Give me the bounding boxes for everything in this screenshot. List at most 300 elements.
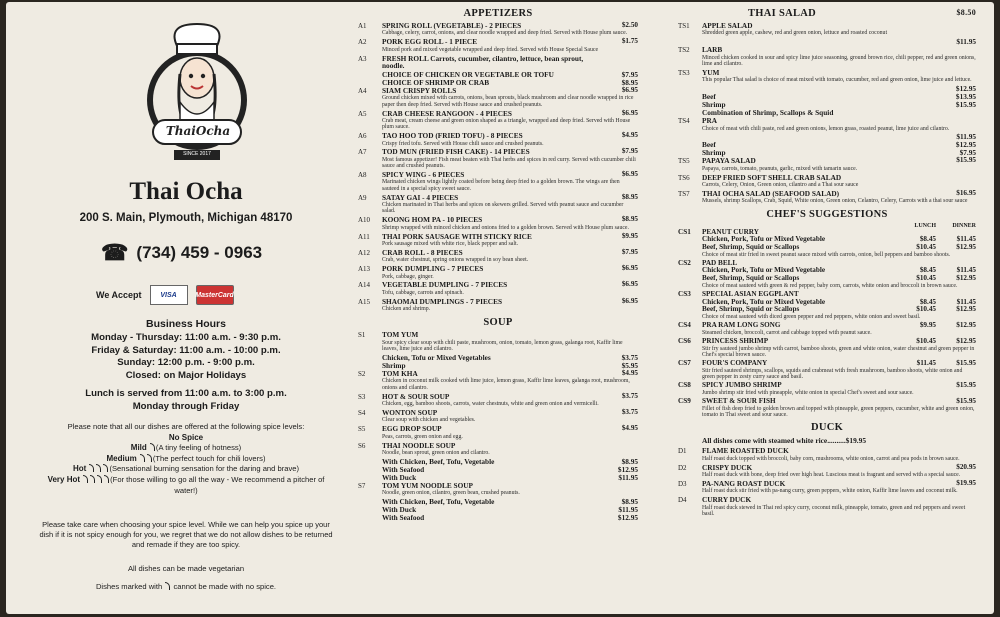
item-desc-row [678,314,976,320]
item-desc: Stir fried sauteed shrimps, scallops, squids and crabmeat with fresh mushroom, bamboo shoots, white onion and green pepper in zesty curry sauce and basil. [702,367,963,380]
item-name: TOM YUM NOODLE SOUP [382,480,474,490]
item-code: S5 [358,425,366,434]
item-desc: Half roast duck topped with broccoli, baby corn, mushrooms, white onion, carrot and pea pods in brown sauce. [702,455,960,462]
option-price: $12.95 [955,140,976,150]
option-name: With Duck [382,472,417,482]
item-desc: Crab meat, cream cheese and green onion shaped as a triangle, wrapped and deep fried. Served with House plum sauce. [382,118,631,131]
option-name: Beef, Shrimp, Squid or Scallops [702,242,800,251]
restaurant-phone [101,240,262,266]
item-option [678,109,976,117]
item-code: A9 [358,193,367,202]
menu-item [678,464,976,479]
pepper-icon [147,454,152,462]
item-desc: Chicken marinated in Thai herbs and spices on skewers grilled. Served with peanut sauce and cucumber salad. [382,202,624,215]
visa-logo: VISA [150,285,188,305]
item-price: $3.75 [621,407,638,416]
item-desc: Jumbo shrimp stir fried with pineapple, white onion in special Chef's sweet and sour sauce. [702,389,914,396]
salad-chef-duck-column [678,6,976,519]
pepper-icon [83,475,88,483]
menu-item [358,38,638,53]
option-price: $12.95 [617,513,638,523]
spice-level-name: Mild [130,443,147,453]
item-code: D4 [678,496,687,505]
pepper-icon [97,475,102,483]
spice-level-desc: (The perfect touch for chili lovers) [152,453,266,463]
menu-item [358,171,638,192]
item-price [932,174,976,182]
menu-item [358,393,638,408]
item-desc: Choice of meat sauteed with diced green pepper and red peppers, white onion and sweet basil. [702,313,921,320]
item-code: S6 [358,441,366,450]
menu-item [358,194,638,215]
menu-item [358,482,638,497]
restaurant-logo [144,16,250,164]
item-price: $1.75 [621,37,638,46]
option-price: $7.95 [959,148,976,158]
menu-item [678,22,976,37]
item-code: A7 [358,148,367,157]
menu-item [678,322,976,330]
item-dinner-price: $12.95 [956,336,976,345]
menu-sheet [6,2,994,614]
option-dinner-price: $12.95 [956,274,976,283]
item-desc: Carrots, Celery, Onion, Green onion, cilantro and a Thai sour sauce [702,182,859,189]
item-desc-row [678,406,976,419]
restaurant-address: 200 S. Main, Plymouth, Michigan 48170 [79,212,293,224]
mastercard-logo: MasterCard [196,285,234,305]
item-name: FOUR'S COMPANY [702,359,768,368]
item-code: A10 [358,216,371,225]
item-price: $4.95 [621,424,638,433]
menu-item [678,360,976,368]
item-desc: Noodle, green onion, cilantro, green bean, crushed peanuts. [382,490,520,497]
pepper-icon [90,475,95,483]
item-desc: Sour spicy clear soup with chili paste, mushroom, onion, tomato, lemon grass, galanga root, Kaffir lime leaves, lime juice and cilantro. [382,339,623,353]
option-price: $13.95 [955,92,976,102]
option-name: With Seafood [382,464,425,474]
item-name: KOONG HOM PA - 10 PIECES [382,215,483,225]
item-price: $8.95 [621,192,638,201]
option-price: $11.95 [618,505,638,515]
item-option [358,514,638,522]
pepper-icon [140,454,145,462]
item-desc: Shredded green apple, cashew, red and green onion, lettuce and roasted coconut [702,30,888,37]
vegetarian-note: All dishes can be made vegetarian [127,564,245,573]
item-desc: Minced chicken cooked in sour and spicy lime juice seasoning, ground brown rice, chili pepper, red and green onions, lime and cilantro. [702,54,976,67]
item-desc-row [678,390,976,396]
item-option [678,38,976,46]
option-name: Chicken, Pork, Tofu or Mixed Vegetable [702,235,826,244]
option-price: $3.75 [621,353,638,363]
item-desc: This popular Thai salad is choice of meat mixed with tomato, cucumber, red and green onion, lime juice and lettuce. [702,77,972,84]
duck-rice-line: All dishes come with steamed white rice..........$19.95 [702,436,867,446]
item-desc: Choice of meat sauteed with green & red pepper, baby corn, carrots, white onion and broccoli in brown sauce. [702,282,958,289]
item-name: FRESH ROLL Carrots, cucumber, cilantro, lettuce, bean sprout, noodle. [382,53,584,70]
item-desc: Choice of meat stir fried in sweet peanut sauce mixed with carrots, onion, bell peppers and bamboo shoots. [702,251,951,258]
restaurant-info-panel [26,2,333,614]
spice-level-name: Medium [106,453,137,463]
item-dinner-price: $15.95 [956,397,976,406]
item-price: $8.95 [621,78,638,87]
item-desc: Half roast duck stir fried with pa-nang curry, green peppers, white onion, Kaffir lime leaves and coconut milk. [702,488,958,495]
no-spice-note [36,582,336,591]
option-price: $8.95 [621,497,638,507]
item-name: SIAM CRISPY ROLLS [382,86,457,95]
item-desc: Clear soup with chicken and vegetables. [382,417,476,424]
item-price: $6.95 [621,296,638,305]
menu-item [358,370,638,391]
appetizer-list [358,22,638,312]
menu-item [358,265,638,280]
appetizers-soup-column [358,6,638,522]
item-desc: Chicken and shrimp. [382,306,431,313]
option-name: Chicken, Pork, Tofu or Mixed Vegetable [702,266,826,275]
option-dinner-price: $12.95 [956,305,976,314]
item-price: $20.95 [956,462,976,471]
item-name: CRAB ROLL - 8 PIECES [382,247,463,257]
hours-line: Friday & Saturday: 11:00 a.m. - 10:00 p.m. [91,344,281,356]
option-price: $8.95 [621,456,638,466]
option-name [702,133,932,141]
business-hours-title: Business Hours [146,318,226,330]
item-name: PRA [702,116,717,126]
item-code: CS3 [678,289,691,298]
item-price [932,447,976,455]
option-price: $12.95 [617,464,638,474]
item-code: CS2 [678,258,691,267]
menu-item [678,338,976,346]
option-name: With Seafood [382,513,425,523]
item-code: A5 [358,109,367,118]
duck-heading: DUCK [810,422,844,434]
menu-item [678,46,976,67]
item-price: $7.95 [621,147,638,156]
item-code: S7 [358,481,366,490]
menu-item [358,409,638,424]
item-name: FLAME ROASTED DUCK [702,446,789,456]
item-name: CURRY DUCK [702,495,752,505]
item-code: TS1 [678,22,690,30]
item-code: A13 [358,265,371,274]
item-price: $6.95 [621,86,638,94]
menu-item [358,87,638,108]
option-name: With Duck [382,505,417,515]
item-desc: Marinated chicken wings lightly coated before being deep fried to a golden brown. The wings are then sauteed in a special spicy sweet sauce. [382,179,620,192]
menu-item [678,382,976,390]
chef-heading: CHEF'S SUGGESTIONS [766,208,888,220]
item-name: SWEET & SOUR FISH [702,397,776,406]
lunch-header: LUNCH [914,222,936,229]
item-name: PEANUT CURRY [702,227,759,236]
item-lunch-price: $9.95 [919,321,936,330]
item-name: SPICY WING - 6 PIECES [382,170,465,180]
spice-level-name: Very Hot [47,474,81,484]
item-lunch-price [896,382,936,390]
no-spice-note-a: Dishes marked with [95,582,163,591]
item-desc-row [678,368,976,381]
item-desc: Mussels, shrimp Scallops, Crab, Squid, White onion, Green onion, Celantro, Celery, Carrots with a thai sour sauce [702,198,968,205]
menu-item [678,117,976,132]
phone-number: (734) 459 - 0963 [136,243,263,262]
item-code [358,71,382,79]
item-name: SPRING ROLL (VEGETABLE) - 2 PIECES [382,21,522,30]
item-name: CRISPY DUCK [702,462,753,472]
spice-level-desc: (For those willing to go all the way - We recommend a pitcher of water!) [110,474,325,495]
item-code: S4 [358,408,366,417]
item-code: S2 [358,370,366,379]
hours-line: Closed: on Major Holidays [125,370,247,382]
item-desc: Half roast duck with bone, deep fried over high heat. Luscious meat is fragrant and served with a special sauce. [702,472,961,479]
option-name: Shrimp [382,361,406,371]
option-name: Beef, Shrimp, Squid or Scallops [702,274,800,283]
pepper-icon [104,475,109,483]
option-lunch-price: $8.45 [919,266,936,275]
menu-item [358,148,638,169]
item-name: SPECIAL ASIAN EGGPLANT [702,289,799,298]
logo-since: SINCE 2017 [183,151,211,157]
item-price: $7.95 [621,70,638,79]
item-option [678,244,976,252]
item-name: PRINCESS SHRIMP [702,336,769,345]
option-lunch-price: $10.45 [916,274,936,283]
item-desc: Papaya, carrots, tomato, peanuts, garlic, mixed with tamarin sauce. [702,165,858,172]
item-price: $6.95 [621,264,638,273]
option-name: Shrimp [702,100,726,110]
option-name: Chicken, Tofu or Mixed Vegetables [382,353,491,363]
dinner-header: DINNER [952,222,976,229]
item-desc: Crispy fried tofu. Served with House chili sauce and crushed peanuts. [382,140,544,147]
option-name [702,85,932,93]
item-name: THAI PORK SAUSAGE WITH STICKY RICE [382,231,532,241]
option-price: $12.95 [955,84,976,94]
item-name: PORK DUMPLING - 7 PIECES [382,264,484,274]
menu-item [678,174,976,189]
restaurant-name: Thai Ocha [129,178,243,205]
item-name: TAO HOO TOD (FRIED TOFU) - 8 PIECES [382,131,523,141]
item-dinner-price: $15.95 [956,359,976,368]
item-code: CS9 [678,397,691,406]
item-code: CS6 [678,336,691,345]
payment-methods [96,285,234,305]
menu-item [358,132,638,147]
item-desc-row [678,252,976,258]
item-name: TOD MUN (FRIED FISH CAKE) - 14 PIECES [382,147,530,157]
lunch-line: Monday through Friday [132,400,240,412]
item-name: LARB [702,45,723,55]
appetizers-heading: APPETIZERS [463,8,533,19]
spice-levels [36,422,336,496]
item-code: A8 [358,171,367,180]
item-name: THAI NOODLE SOUP [382,440,456,450]
item-code: TS6 [678,173,690,182]
menu-item [358,55,638,70]
item-price: $4.95 [621,369,638,378]
item-desc-row [678,346,976,359]
menu-item [678,157,976,172]
item-lunch-price: $11.45 [916,359,936,368]
item-price [932,496,976,504]
menu-item [678,480,976,495]
item-code: TS3 [678,68,690,77]
pepper-icon [103,464,108,472]
pepper-icon [89,464,94,472]
item-price: $19.95 [956,478,976,487]
spice-level-name: Hot [73,464,87,474]
item-code: A15 [358,297,371,306]
item-price: $6.95 [621,108,638,117]
option-price: $15.95 [955,100,976,110]
option-name: Combination of Shrimp, Scallops & Squid [702,108,834,118]
duck-list [678,447,976,517]
item-name: TOM KHA [382,369,418,379]
option-price: $11.95 [618,472,638,482]
soup-heading: SOUP [483,317,513,329]
item-code: A12 [358,248,371,257]
item-code: CS8 [678,381,691,390]
item-desc: Tofu, cabbage, carrots and spinach. [382,289,464,296]
menu-item [678,496,976,517]
item-desc: Steamed chicken, broccoli, carrot and cabbage topped with peanut sauce. [702,329,872,336]
item-price [594,55,638,70]
item-price: $3.75 [621,391,638,400]
item-price: $15.95 [956,156,976,165]
no-spice-note-b: cannot be made with no spice. [173,582,277,591]
item-lunch-price: $10.45 [916,336,936,345]
item-desc: Most famous appetizer! Fish meat beaten with Thai herbs and spices in red curry. Served with cucumber chili sauce and crushed peanuts. [382,156,636,170]
item-desc: Cabbage, celery, carrot, onions, and clear noodle wrapped and deep fried. Served with House plum sauce. [382,30,628,37]
item-name: YUM [702,67,720,77]
menu-item [358,22,638,37]
business-hours [36,318,336,383]
item-option [678,306,976,314]
item-code: TS5 [678,157,690,166]
item-code: A6 [358,132,367,141]
option-lunch-price: $8.45 [919,235,936,244]
menu-item [678,398,976,406]
option-lunch-price: $8.45 [919,297,936,306]
item-desc: Minced pork and mixed vegetable wrapped and deep fried. Served with House Special Sauce [382,46,599,53]
item-desc-row [678,283,976,289]
item-desc: Noodle, bean sprout, green onion and cilantro. [382,449,490,456]
item-name: HOT & SOUR SOUP [382,391,450,401]
item-desc: Chicken, egg, bamboo shoots, carrots, water chestnuts, white and green onion and vermicelli. [382,401,599,408]
item-option [678,85,976,93]
telephone-icon: ☎ [101,240,129,265]
item-code: S1 [358,331,366,340]
item-code: TS7 [678,190,690,199]
spice-note: Please take care when choosing your spice level. While we can help you spice up your dish if it is not spicy enough for you, we regret that we do not allow dishes to be returned and remade if they are too spicy. [39,520,333,549]
option-dinner-price: $12.95 [956,242,976,251]
spice-intro: Please note that all our dishes are offered at the following spice levels: [67,422,305,431]
option-name: Beef [702,140,716,150]
item-code: A11 [358,232,370,241]
option-dinner-price: $11.45 [956,297,976,306]
item-price: $9.95 [621,231,638,240]
item-code: D1 [678,447,687,456]
salad-heading-price: $8.50 [956,8,976,17]
item-price: $8.95 [621,215,638,224]
option-name: Beef, Shrimp, Squid or Scallops [702,305,800,314]
option-name: Chicken, Pork, Tofu or Mixed Vegetable [702,297,826,306]
menu-item [358,249,638,264]
menu-item [358,110,638,131]
item-code: A3 [358,54,367,63]
item-name: PAD BELL [702,258,738,267]
item-name: DEEP FRIED SOFT SHELL CRAB SALAD [702,172,842,182]
menu-item [358,233,638,248]
item-desc-row [678,330,976,336]
item-price: $4.95 [621,131,638,140]
item-code: CS4 [678,321,691,330]
pepper-icon [165,582,170,590]
item-name: SATAY GAI - 4 PIECES [382,192,459,202]
item-desc: Pork, cabbage, ginger. [382,273,434,280]
item-name: EGG DROP SOUP [382,424,442,434]
item-desc: Ground chicken mixed with carrots, onions, bean sprouts, black mushroom and clear noodle wrapped in rice paper then deep fried. Served with House sauce and crushed peanuts. [382,95,634,108]
item-name: PORK EGG ROLL - 1 PIECE [382,37,478,47]
item-desc: Shrimp wrapped with minced chicken and onions fried to a golden brown. Served with House plum sauce. [382,224,629,231]
menu-item [358,331,638,352]
item-option [678,275,976,283]
item-desc: Fillet of fish deep fried to golden brown and topped with pineapple, green peppers, cucumber, white and green onion, tomato in Thai sweet and sour sauce. [702,405,975,419]
option-name: Beef [702,92,716,102]
item-code: A14 [358,281,371,290]
spice-level-desc: (A tiny feeling of hotness) [155,443,242,453]
item-code: S3 [358,392,366,401]
item-price: $6.95 [621,280,638,289]
menu-item [678,447,976,462]
item-name: THAI OCHA SALAD (SEAFOOD SALAD) [702,189,840,199]
item-desc: Chicken in coconut milk cooked with lime juice, lemon grass, Kaffir lime leaves, galanga root, mushroom, onions and cilantro. [382,378,630,391]
salad-heading: THAI SALAD [748,8,817,19]
item-desc: Peas, carrots, green onion and egg. [382,433,463,440]
item-code [358,79,382,87]
option-name: Shrimp [702,148,726,158]
menu-item [358,298,638,313]
item-code: D3 [678,479,687,488]
item-code: CS7 [678,359,691,368]
item-desc: Pork sausage mixed with white rice, black pepper and salt. [382,240,519,247]
item-code: D2 [678,463,687,472]
item-desc: Crab, water chestnut, spring onions wrapped in soy bean sheet. [382,257,529,264]
lunch-line: Lunch is served from 11:00 a.m. to 3:00 p.m. [85,388,287,399]
lunch-hours [36,388,336,414]
menu-item [358,425,638,440]
item-name: TOM YUM [382,330,419,340]
item-name: CHOICE OF CHICKEN OR VEGETABLE OR TOFU [382,70,554,79]
item-name: CHOICE OF SHRIMP OR CRAB [382,78,490,87]
menu-item [678,190,976,205]
menu-item [678,69,976,84]
item-name: SHAOMAI DUMPLINGS - 7 PIECES [382,296,503,306]
item-dinner-price: $15.95 [956,381,976,390]
salad-heading-row [678,8,976,19]
option-dinner-price: $11.45 [956,235,976,244]
menu-item [358,442,638,457]
item-name: PA-NANG ROAST DUCK [702,478,786,488]
item-name: PRA RAM LONG SONG [702,321,781,330]
item-name: WONTON SOUP [382,407,438,417]
item-code: TS2 [678,46,690,55]
pepper-icon [150,443,155,451]
hours-line: Monday - Thursday: 11:00 a.m. - 9:30 p.m. [91,331,281,343]
hours-line: Sunday: 12:00 p.m. - 9:00 p.m. [117,357,255,369]
item-name: CRAB CHEESE RANGOON - 4 PIECES [382,108,512,118]
option-lunch-price: $10.45 [916,242,936,251]
menu-item [358,281,638,296]
option-price: $11.95 [956,37,976,47]
item-name: VEGETABLE DUMPLING - 7 PIECES [382,280,508,290]
